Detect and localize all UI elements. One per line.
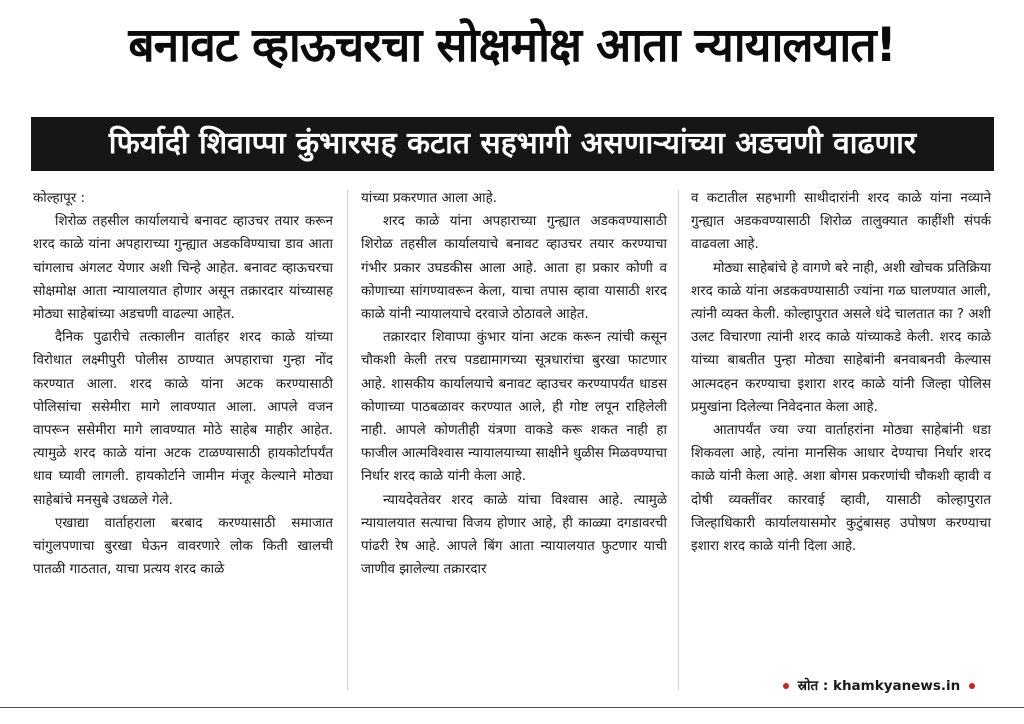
column-divider <box>347 190 348 690</box>
paragraph: मोठ्या साहेबांचे हे वागणे बरे नाही, अशी खोचक प्रतिक्रिया शरद काळे यांना अडकवण्यासाठी ज्यांना गळ घालण्यात आली, त्यांनी व्यक्त केली. कोल्हापुरात असले धंदे चालतात का ? अशी उलट विचारणा त्यांनी शरद काळे यांच्याकडे केली. शरद काळे यांच्या बाबतीत पुन्हा मोठ्या साहेबांनी बनवाबनवी केल्यास आत्मदहन करण्याचा इशारा शरद काळे यांनी जिल्हा पोलिस प्रमुखांना दिलेल्या निवेदनात केला आहे. <box>691 260 992 415</box>
headline: बनावट व्हाऊचरचा सोक्षमोक्ष आता न्यायालयात! <box>128 18 896 73</box>
paragraph: शरद काळे यांना अपहाराच्या गुन्ह्यात अडकवण्यासाठी शिरोळ तहसील कार्यालयाचे बनावट व्हाउचर तयार करण्याचा गंभीर प्रकार उघडकीस आला आहे. आता हा प्रकार कोणी व कोणाच्या सांगण्यावरून केला, याचा तपास व्हावा यासाठी शरद काळे यांनी न्यायालयाचे दरवाजे ठोठावले आहेत. <box>361 214 667 323</box>
column-divider <box>678 190 679 690</box>
paragraph: आतापर्यंत ज्या ज्या वार्ताहरांना मोठ्या साहेबांनी धडा शिकवला आहे, त्यांना मानसिक आधार देण्याचा निर्धार शरद काळे यांनी केला आहे. अशा बोगस प्रकरणांची चौकशी व्हावी व दोषी व्यक्तींवर कारवाई व्हावी, यासाठी कोल्हापुरात जिल्हाधिकारी कार्यालयासमोर कुटुंबासह उपोषण करण्याचा इशारा शरद काळे यांनी दिला आहे. <box>691 423 991 555</box>
paragraph: एखाद्या वार्ताहराला बरबाद करण्यासाठी समाजात चांगुलपणाचा बुरखा घेऊन वावरणारे लोक किती खालची पातळी गाठतात, याचा प्रत्यय शरद काळे <box>33 515 333 578</box>
article-column-2 <box>361 187 667 581</box>
article-column-1 <box>33 187 333 581</box>
paragraph: न्यायदेवतेवर शरद काळे यांचा विश्वास आहे. त्यामुळे न्यायालयात सत्याचा विजय होणार आहे, ही काळ्या दगडावरची पांढरी रेष आहे. आपले बिंग आता न्यायालयात फुटणार याची जाणीव झालेल्या तक्रारदार <box>361 492 667 578</box>
paragraph: शिरोळ तहसील कार्यालयाचे बनावट व्हाउचर तयार करून शरद काळे यांना अपहाराच्या गुन्ह्यात अडकविण्याचा डाव आता चांगलाच अंगलट येणार अशी चिन्हे आहेत. बनावट व्हाऊचरचा सोक्षमोक्ष आता न्यायालयात होणार असून तक्रारदार यांच्यासह मोठ्या साहेबांच्या अडचणी वाढल्या आहेत. <box>33 214 333 323</box>
source-site[interactable]: khamkyanews.in <box>832 678 961 694</box>
paragraph: तक्रारदार शिवाप्पा कुंभार यांना अटक करून त्यांची कसून चौकशी केली तरच पडद्यामागच्या सूत्रधारांचा बुरखा फाटणार आहे. शासकीय कार्यालयाचे बनावट व्हाउचर करण्यापर्यंत धाडस कोणाच्या पाठबळावर करण्यात आले, ही गोष्ट लपून राहिलेली नाही. आपले कोणतीही यंत्रणा वाकडे करू शकत नाही हा फाजील आत्मविश्वास न्यायालयाच्या साक्षीने धुळीस मिळवण्याचा निर्धार शरद काळे यांनी केला आहे. <box>361 330 667 485</box>
article-column-3 <box>691 187 991 558</box>
paragraph: दैनिक पुढारीचे तत्कालीन वार्ताहर शरद काळे यांच्या विरोधात लक्ष्मीपुरी पोलीस ठाण्यात अपहाराचा गुन्हा नोंद करण्यात आला. शरद काळे यांना अटक करण्यासाठी पोलिसांचा ससेमीरा मागे लावण्यात आला. आपले वजन वापरून ससेमीरा मागे लावण्यात मोठे साहेब माहीर आहेत. त्यामुळे शरद काळे यांना अटक टाळण्यासाठी हायकोर्टापर्यंत धाव घ्यावी लागली. हायकोर्टाने जामीन मंजूर केल्याने मोठ्या साहेबांचे मनसुबे उधळले गेले. <box>33 330 333 508</box>
source-credit <box>779 676 979 694</box>
paragraph: यांच्या प्रकरणात आला आहे. <box>361 191 497 206</box>
bottom-rule <box>0 707 1024 708</box>
subheadline-bar <box>31 117 994 171</box>
source-label: स्रोत : <box>797 678 829 694</box>
bullet-icon <box>969 683 975 689</box>
bullet-icon <box>783 683 789 689</box>
dateline: कोल्हापूर : <box>33 191 85 206</box>
paragraph: व कटातील सहभागी साथीदारांनी शरद काळे यांना नव्याने गुन्ह्यात अडकवण्यासाठी शिरोळ तालुक्यात काहींशी संपर्क वाढवला आहे. <box>691 191 991 253</box>
subheadline: फिर्यादी शिवाप्पा कुंभारसह कटात सहभागी असणाऱ्यांच्या अडचणी वाढणार <box>108 126 917 161</box>
